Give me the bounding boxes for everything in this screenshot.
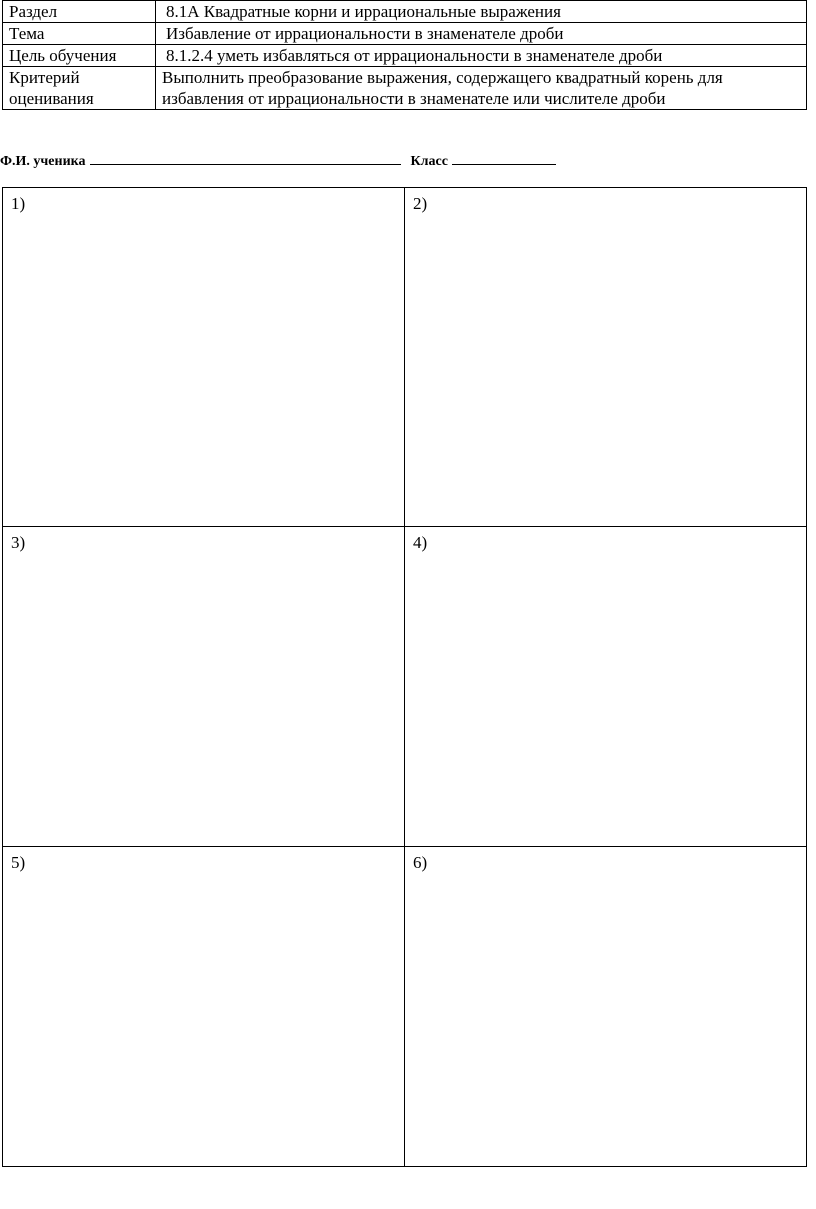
criterion-value: Выполнить преобразование выражения, содержащего квадратный корень для избавления от иррациональности в знаменателе или числителе дроби [156, 67, 807, 110]
class-field[interactable] [452, 150, 556, 165]
answer-row [3, 847, 807, 1167]
topic-value: Избавление от иррациональности в знаменателе дроби [156, 23, 807, 45]
answer-number: 3) [11, 533, 26, 552]
answer-grid [2, 187, 807, 1167]
lesson-info-table [2, 0, 807, 110]
answer-cell-1[interactable] [3, 188, 405, 527]
answer-cell-3[interactable] [3, 527, 405, 847]
goal-label: Цель обучения [3, 45, 156, 67]
answer-number: 1) [11, 194, 26, 213]
answer-number: 5) [11, 853, 26, 872]
answer-number: 2) [413, 194, 428, 213]
info-row-topic [3, 23, 807, 45]
criterion-label: Критерий оценивания [3, 67, 156, 110]
class-label: Класс [410, 154, 448, 169]
topic-label: Тема [3, 23, 156, 45]
answer-number: 4) [413, 533, 428, 552]
answer-cell-2[interactable] [405, 188, 807, 527]
answer-row [3, 188, 807, 527]
answer-row [3, 527, 807, 847]
student-info-line [0, 150, 556, 172]
student-name-label: Ф.И. ученика [0, 154, 86, 169]
info-row-criterion [3, 67, 807, 110]
section-label: Раздел [3, 1, 156, 23]
info-row-goal [3, 45, 807, 67]
student-name-field[interactable] [90, 150, 401, 165]
goal-value: 8.1.2.4 уметь избавляться от иррациональности в знаменателе дроби [156, 45, 807, 67]
section-value: 8.1А Квадратные корни и иррациональные выражения [156, 1, 807, 23]
answer-cell-4[interactable] [405, 527, 807, 847]
answer-cell-6[interactable] [405, 847, 807, 1167]
answer-cell-5[interactable] [3, 847, 405, 1167]
answer-number: 6) [413, 853, 428, 872]
info-row-section [3, 1, 807, 23]
